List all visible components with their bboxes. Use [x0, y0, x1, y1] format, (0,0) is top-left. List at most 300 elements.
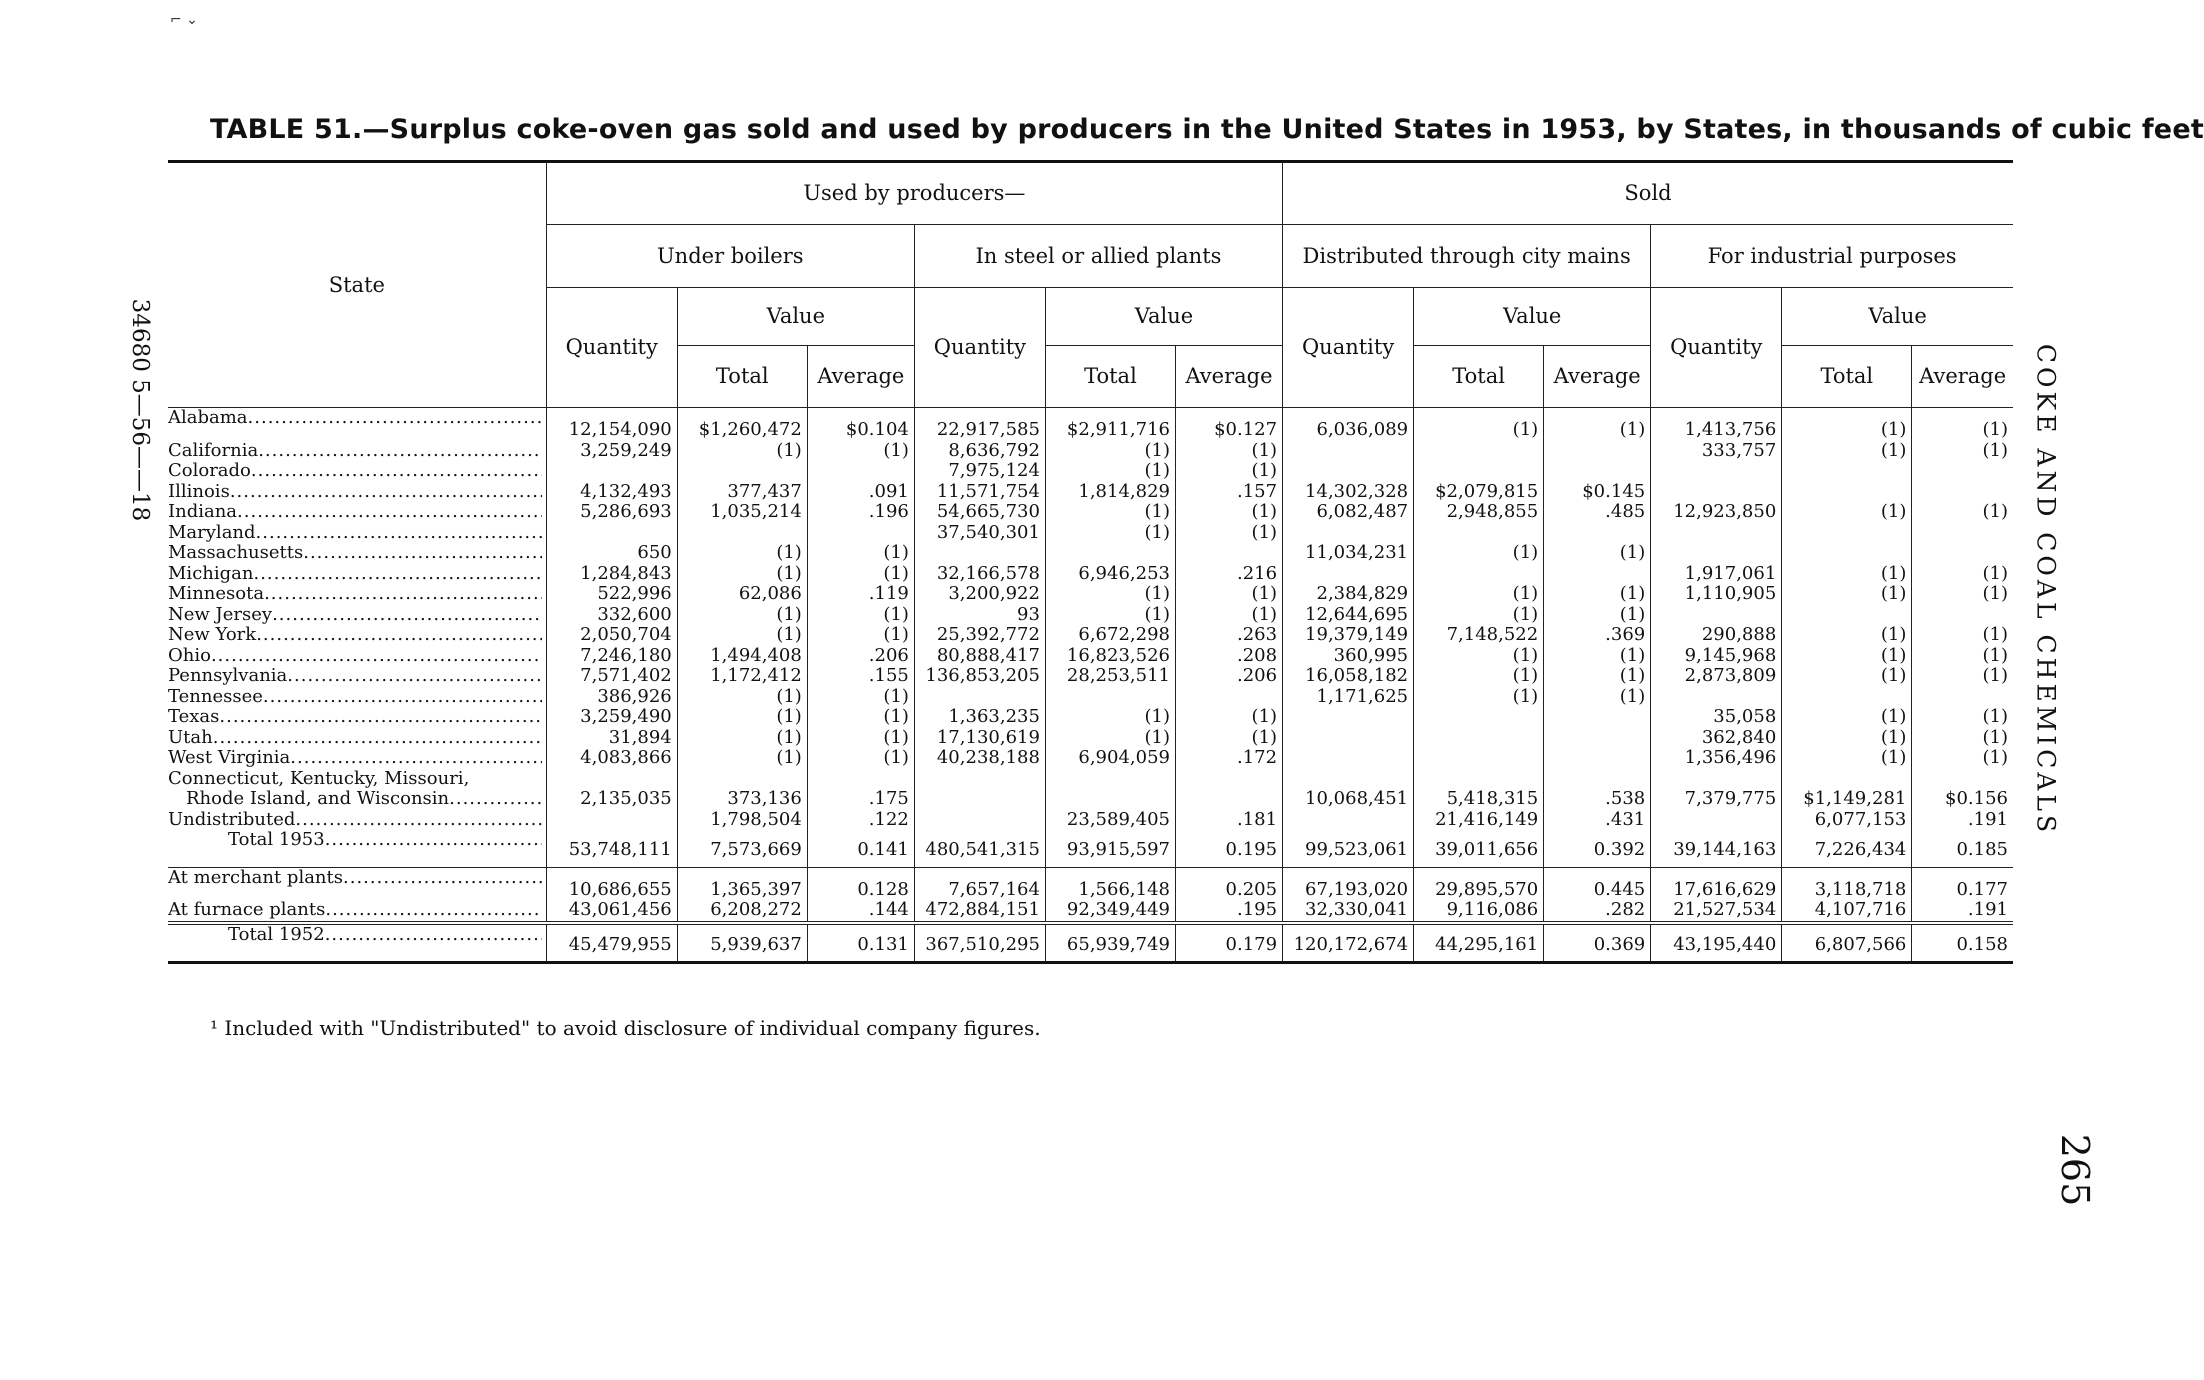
- header-used-by-producers: Used by producers—: [546, 162, 1282, 225]
- value-cell: 0.185: [1912, 830, 2013, 867]
- value-cell: (1): [677, 687, 807, 708]
- value-cell: (1): [1045, 502, 1175, 523]
- value-cell: [1912, 605, 2013, 626]
- running-head: COKE AND COAL CHEMICALS: [2031, 343, 2061, 837]
- value-cell: [1782, 523, 1912, 544]
- header-state: State: [168, 162, 546, 408]
- table-row: [168, 502, 2013, 523]
- value-cell: $1,149,281: [1782, 769, 1912, 810]
- table-row: [168, 441, 2013, 462]
- table-row: [168, 584, 2013, 605]
- value-cell: [1782, 482, 1912, 503]
- value-cell: (1): [807, 625, 914, 646]
- value-cell: 2,873,809: [1651, 666, 1782, 687]
- value-cell: 1,917,061: [1651, 564, 1782, 585]
- state-label: Indiana: [168, 502, 238, 522]
- value-cell: [1651, 461, 1782, 482]
- table-row: [168, 923, 2013, 963]
- state-label: Texas: [168, 707, 220, 727]
- value-cell: [1175, 769, 1282, 810]
- value-cell: 4,083,866: [546, 748, 677, 769]
- value-cell: (1): [1544, 687, 1651, 708]
- value-cell: (1): [1782, 625, 1912, 646]
- value-cell: [1651, 543, 1782, 564]
- value-cell: 0.158: [1912, 923, 2013, 963]
- state-label: Undistributed: [168, 809, 296, 830]
- state-cell: [168, 502, 546, 523]
- value-cell: [1414, 728, 1544, 749]
- value-cell: (1): [677, 728, 807, 749]
- state-label: Alabama: [168, 408, 248, 428]
- value-cell: [1782, 461, 1912, 482]
- value-cell: .119: [807, 584, 914, 605]
- value-cell: .369: [1544, 625, 1651, 646]
- state-cell: [168, 625, 546, 646]
- state-cell: [168, 605, 546, 626]
- value-cell: 53,748,111: [546, 830, 677, 867]
- value-cell: (1): [1414, 408, 1544, 441]
- state-label: West Virginia: [168, 748, 291, 768]
- value-cell: (1): [677, 625, 807, 646]
- value-cell: 0.369: [1544, 923, 1651, 963]
- value-cell: $0.127: [1175, 408, 1282, 441]
- value-cell: 6,946,253: [1045, 564, 1175, 585]
- value-cell: (1): [677, 748, 807, 769]
- value-cell: 7,226,434: [1782, 830, 1912, 867]
- value-cell: .091: [807, 482, 914, 503]
- header-value: Value: [677, 288, 914, 346]
- header-under-boilers: Under boilers: [546, 225, 914, 288]
- value-cell: (1): [1414, 543, 1544, 564]
- table-row: [168, 625, 2013, 646]
- value-cell: 5,286,693: [546, 502, 677, 523]
- header-quantity: Quantity: [1651, 288, 1782, 408]
- value-cell: [1283, 728, 1414, 749]
- state-cell: [168, 900, 546, 923]
- header-industrial: For industrial purposes: [1651, 225, 2013, 288]
- state-label-continued: Rhode Island, and Wisconsin: [168, 789, 449, 809]
- value-cell: 362,840: [1651, 728, 1782, 749]
- value-cell: [1283, 441, 1414, 462]
- value-cell: [1782, 687, 1912, 708]
- value-cell: $2,911,716: [1045, 408, 1175, 441]
- value-cell: [1045, 687, 1175, 708]
- table-row: [168, 605, 2013, 626]
- value-cell: [1782, 543, 1912, 564]
- value-cell: 40,238,188: [914, 748, 1045, 769]
- table-row: [168, 482, 2013, 503]
- value-cell: 333,757: [1651, 441, 1782, 462]
- state-label: Total 1952: [228, 924, 325, 945]
- value-cell: [1414, 564, 1544, 585]
- value-cell: 92,349,449: [1045, 900, 1175, 923]
- value-cell: [1651, 687, 1782, 708]
- value-cell: 1,814,829: [1045, 482, 1175, 503]
- value-cell: 67,193,020: [1283, 867, 1414, 900]
- state-label: Illinois: [168, 481, 230, 502]
- state-label: Ohio: [168, 645, 211, 666]
- value-cell: (1): [807, 441, 914, 462]
- state-cell: [168, 564, 546, 585]
- value-cell: [1651, 523, 1782, 544]
- value-cell: .122: [807, 810, 914, 831]
- table-row: [168, 543, 2013, 564]
- table-row: [168, 707, 2013, 728]
- value-cell: 6,082,487: [1283, 502, 1414, 523]
- value-cell: .206: [807, 646, 914, 667]
- value-cell: 7,246,180: [546, 646, 677, 667]
- value-cell: [1414, 748, 1544, 769]
- value-cell: 4,107,716: [1782, 900, 1912, 923]
- value-cell: 43,061,456: [546, 900, 677, 923]
- value-cell: (1): [807, 543, 914, 564]
- value-cell: (1): [1782, 584, 1912, 605]
- value-cell: $0.156: [1912, 769, 2013, 810]
- value-cell: [1045, 769, 1175, 810]
- value-cell: (1): [1175, 523, 1282, 544]
- value-cell: [1912, 482, 2013, 503]
- value-cell: 0.392: [1544, 830, 1651, 867]
- corner-mark: ⌐ ⌄: [170, 12, 198, 28]
- side-print-code: 34680 5—56——18: [127, 298, 153, 522]
- value-cell: 7,657,164: [914, 867, 1045, 900]
- value-cell: [1414, 441, 1544, 462]
- value-cell: [1544, 441, 1651, 462]
- table-row: [168, 408, 2013, 441]
- state-cell: [168, 666, 546, 687]
- value-cell: [1912, 523, 2013, 544]
- header-total: Total: [1414, 346, 1544, 408]
- value-cell: 9,145,968: [1651, 646, 1782, 667]
- value-cell: 1,035,214: [677, 502, 807, 523]
- value-cell: (1): [1782, 646, 1912, 667]
- value-cell: .144: [807, 900, 914, 923]
- state-cell: [168, 543, 546, 564]
- value-cell: [677, 523, 807, 544]
- value-cell: 290,888: [1651, 625, 1782, 646]
- value-cell: 10,068,451: [1283, 769, 1414, 810]
- value-cell: [1414, 523, 1544, 544]
- value-cell: (1): [1045, 707, 1175, 728]
- page-number: 265: [2053, 1133, 2097, 1207]
- value-cell: .181: [1175, 810, 1282, 831]
- value-cell: (1): [1175, 707, 1282, 728]
- value-cell: 0.205: [1175, 867, 1282, 900]
- value-cell: 31,894: [546, 728, 677, 749]
- value-cell: 1,363,235: [914, 707, 1045, 728]
- table-row: [168, 666, 2013, 687]
- value-cell: 28,253,511: [1045, 666, 1175, 687]
- value-cell: (1): [1782, 728, 1912, 749]
- table-row: [168, 646, 2013, 667]
- value-cell: 22,917,585: [914, 408, 1045, 441]
- state-label: New Jersey: [168, 604, 273, 625]
- value-cell: 2,948,855: [1414, 502, 1544, 523]
- value-cell: (1): [1544, 408, 1651, 441]
- value-cell: 80,888,417: [914, 646, 1045, 667]
- value-cell: 19,379,149: [1283, 625, 1414, 646]
- state-cell: [168, 748, 546, 769]
- value-cell: .216: [1175, 564, 1282, 585]
- value-cell: 2,135,035: [546, 769, 677, 810]
- value-cell: (1): [1782, 666, 1912, 687]
- value-cell: 3,259,249: [546, 441, 677, 462]
- value-cell: .206: [1175, 666, 1282, 687]
- value-cell: 21,527,534: [1651, 900, 1782, 923]
- value-cell: 8,636,792: [914, 441, 1045, 462]
- value-cell: 10,686,655: [546, 867, 677, 900]
- table-row: [168, 867, 2013, 900]
- value-cell: 6,077,153: [1782, 810, 1912, 831]
- value-cell: (1): [1045, 461, 1175, 482]
- value-cell: (1): [677, 441, 807, 462]
- value-cell: (1): [1414, 605, 1544, 626]
- table-row: [168, 728, 2013, 749]
- value-cell: 332,600: [546, 605, 677, 626]
- value-cell: .195: [1175, 900, 1282, 923]
- value-cell: 11,571,754: [914, 482, 1045, 503]
- value-cell: .191: [1912, 900, 2013, 923]
- value-cell: [546, 810, 677, 831]
- state-label: Tennessee: [168, 686, 263, 707]
- value-cell: [1544, 523, 1651, 544]
- value-cell: 9,116,086: [1414, 900, 1544, 923]
- value-cell: 373,136: [677, 769, 807, 810]
- value-cell: 3,259,490: [546, 707, 677, 728]
- value-cell: (1): [1782, 707, 1912, 728]
- value-cell: [1651, 482, 1782, 503]
- value-cell: .282: [1544, 900, 1651, 923]
- value-cell: (1): [1912, 564, 2013, 585]
- value-cell: (1): [1544, 666, 1651, 687]
- value-cell: [1175, 543, 1282, 564]
- value-cell: (1): [677, 605, 807, 626]
- value-cell: [1283, 564, 1414, 585]
- value-cell: [1544, 564, 1651, 585]
- value-cell: [1651, 810, 1782, 831]
- value-cell: [914, 543, 1045, 564]
- value-cell: 14,302,328: [1283, 482, 1414, 503]
- value-cell: 12,644,695: [1283, 605, 1414, 626]
- value-cell: 1,110,905: [1651, 584, 1782, 605]
- value-cell: 17,130,619: [914, 728, 1045, 749]
- value-cell: (1): [1912, 748, 2013, 769]
- value-cell: 1,566,148: [1045, 867, 1175, 900]
- footnote: ¹ Included with "Undistributed" to avoid disclosure of individual company figures.: [210, 1016, 1041, 1040]
- header-quantity: Quantity: [914, 288, 1045, 408]
- value-cell: [1782, 605, 1912, 626]
- header-total: Total: [1782, 346, 1912, 408]
- value-cell: (1): [1912, 625, 2013, 646]
- value-cell: 2,384,829: [1283, 584, 1414, 605]
- value-cell: 1,494,408: [677, 646, 807, 667]
- value-cell: 7,975,124: [914, 461, 1045, 482]
- value-cell: 1,365,397: [677, 867, 807, 900]
- value-cell: .157: [1175, 482, 1282, 503]
- state-cell: [168, 441, 546, 462]
- value-cell: [1912, 687, 2013, 708]
- value-cell: 7,379,775: [1651, 769, 1782, 810]
- value-cell: (1): [1782, 502, 1912, 523]
- state-label: Utah: [168, 727, 213, 748]
- value-cell: [1283, 810, 1414, 831]
- value-cell: (1): [1175, 461, 1282, 482]
- value-cell: 29,895,570: [1414, 867, 1544, 900]
- value-cell: 93,915,597: [1045, 830, 1175, 867]
- value-cell: .538: [1544, 769, 1651, 810]
- value-cell: (1): [1045, 728, 1175, 749]
- state-label: Pennsylvania: [168, 666, 288, 686]
- value-cell: 17,616,629: [1651, 867, 1782, 900]
- value-cell: [1414, 461, 1544, 482]
- table-row: [168, 900, 2013, 923]
- state-cell: [168, 728, 546, 749]
- value-cell: (1): [1912, 707, 2013, 728]
- value-cell: 367,510,295: [914, 923, 1045, 963]
- value-cell: (1): [1414, 666, 1544, 687]
- value-cell: 0.179: [1175, 923, 1282, 963]
- value-cell: [914, 687, 1045, 708]
- value-cell: 377,437: [677, 482, 807, 503]
- value-cell: (1): [1414, 687, 1544, 708]
- state-cell: [168, 867, 546, 900]
- value-cell: (1): [1544, 646, 1651, 667]
- header-average: Average: [1544, 346, 1651, 408]
- state-cell: [168, 687, 546, 708]
- state-label: Colorado: [168, 461, 251, 481]
- value-cell: [807, 461, 914, 482]
- header-average: Average: [807, 346, 914, 408]
- value-cell: (1): [1414, 646, 1544, 667]
- value-cell: 62,086: [677, 584, 807, 605]
- table-title: TABLE 51.—Surplus coke-oven gas sold and used by producers in the United States in 1953, by States, in thousands of cubic feet: [210, 114, 2204, 145]
- header-value: Value: [1045, 288, 1282, 346]
- value-cell: (1): [1912, 646, 2013, 667]
- value-cell: (1): [1175, 584, 1282, 605]
- value-cell: 0.195: [1175, 830, 1282, 867]
- value-cell: [1283, 523, 1414, 544]
- value-cell: .263: [1175, 625, 1282, 646]
- value-cell: 12,923,850: [1651, 502, 1782, 523]
- value-cell: 1,413,756: [1651, 408, 1782, 441]
- value-cell: [914, 810, 1045, 831]
- value-cell: (1): [1045, 605, 1175, 626]
- value-cell: 7,573,669: [677, 830, 807, 867]
- header-average: Average: [1175, 346, 1282, 408]
- value-cell: 1,171,625: [1283, 687, 1414, 708]
- value-cell: 35,058: [1651, 707, 1782, 728]
- value-cell: 0.131: [807, 923, 914, 963]
- value-cell: 39,011,656: [1414, 830, 1544, 867]
- state-cell: [168, 830, 546, 867]
- value-cell: 12,154,090: [546, 408, 677, 441]
- value-cell: 5,418,315: [1414, 769, 1544, 810]
- value-cell: 21,416,149: [1414, 810, 1544, 831]
- value-cell: (1): [1782, 408, 1912, 441]
- value-cell: $2,079,815: [1414, 482, 1544, 503]
- value-cell: 386,926: [546, 687, 677, 708]
- value-cell: (1): [677, 564, 807, 585]
- value-cell: 0.445: [1544, 867, 1651, 900]
- value-cell: (1): [1782, 748, 1912, 769]
- value-cell: 32,330,041: [1283, 900, 1414, 923]
- state-cell: [168, 482, 546, 503]
- value-cell: (1): [807, 707, 914, 728]
- header-city-mains: Distributed through city mains: [1283, 225, 1651, 288]
- value-cell: [677, 461, 807, 482]
- value-cell: [914, 769, 1045, 810]
- value-cell: .172: [1175, 748, 1282, 769]
- value-cell: .175: [807, 769, 914, 810]
- value-cell: (1): [1782, 441, 1912, 462]
- value-cell: (1): [807, 605, 914, 626]
- state-cell: [168, 769, 546, 810]
- value-cell: (1): [1912, 584, 2013, 605]
- value-cell: 1,284,843: [546, 564, 677, 585]
- value-cell: 16,058,182: [1283, 666, 1414, 687]
- value-cell: 0.128: [807, 867, 914, 900]
- value-cell: (1): [1045, 584, 1175, 605]
- value-cell: 360,995: [1283, 646, 1414, 667]
- table-row: [168, 769, 2013, 810]
- value-cell: [1912, 461, 2013, 482]
- value-cell: [1544, 748, 1651, 769]
- value-cell: 120,172,674: [1283, 923, 1414, 963]
- value-cell: [546, 461, 677, 482]
- state-label: Maryland: [168, 522, 256, 543]
- value-cell: 16,823,526: [1045, 646, 1175, 667]
- value-cell: (1): [1782, 564, 1912, 585]
- value-cell: [1283, 461, 1414, 482]
- value-cell: 522,996: [546, 584, 677, 605]
- value-cell: 39,144,163: [1651, 830, 1782, 867]
- state-label: Minnesota: [168, 584, 265, 604]
- value-cell: 5,939,637: [677, 923, 807, 963]
- value-cell: 93: [914, 605, 1045, 626]
- value-cell: (1): [1544, 605, 1651, 626]
- value-cell: 6,036,089: [1283, 408, 1414, 441]
- value-cell: 1,798,504: [677, 810, 807, 831]
- value-cell: 11,034,231: [1283, 543, 1414, 564]
- value-cell: [807, 523, 914, 544]
- value-cell: 54,665,730: [914, 502, 1045, 523]
- value-cell: [1414, 707, 1544, 728]
- value-cell: 0.141: [807, 830, 914, 867]
- value-cell: 3,118,718: [1782, 867, 1912, 900]
- value-cell: $0.145: [1544, 482, 1651, 503]
- value-cell: 480,541,315: [914, 830, 1045, 867]
- value-cell: 45,479,955: [546, 923, 677, 963]
- value-cell: [1544, 461, 1651, 482]
- state-label: New York: [168, 625, 257, 645]
- value-cell: 7,148,522: [1414, 625, 1544, 646]
- value-cell: (1): [1912, 728, 2013, 749]
- data-table: [168, 160, 2013, 964]
- value-cell: 136,853,205: [914, 666, 1045, 687]
- value-cell: (1): [1544, 584, 1651, 605]
- table-row: [168, 564, 2013, 585]
- value-cell: 6,208,272: [677, 900, 807, 923]
- header-total: Total: [677, 346, 807, 408]
- value-cell: [1283, 748, 1414, 769]
- value-cell: [1544, 728, 1651, 749]
- table-row: [168, 461, 2013, 482]
- value-cell: (1): [807, 687, 914, 708]
- value-cell: 43,195,440: [1651, 923, 1782, 963]
- value-cell: 1,356,496: [1651, 748, 1782, 769]
- value-cell: 0.177: [1912, 867, 2013, 900]
- state-label: California: [168, 440, 259, 461]
